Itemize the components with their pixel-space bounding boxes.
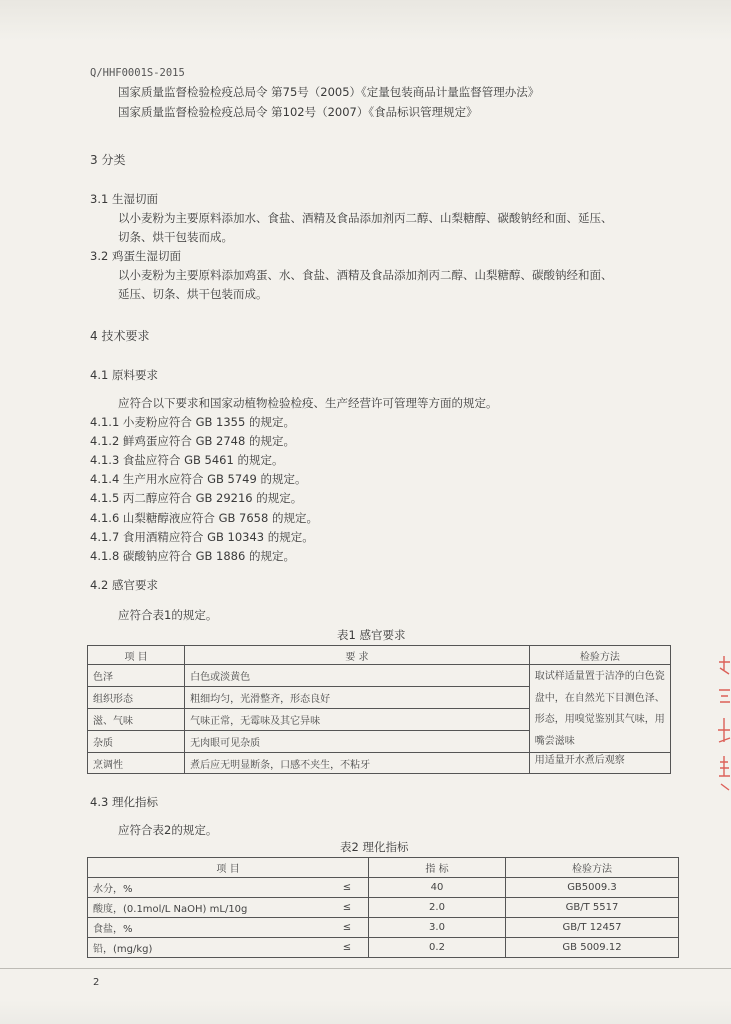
red-seal-stamp-fragment	[716, 650, 731, 800]
table-cell-requirement: 无肉眼可见杂质	[185, 731, 530, 753]
paragraph-line: 应符合表2的规定。	[118, 823, 218, 837]
table2-caption: 表2 理化指标	[340, 840, 409, 854]
table-row	[88, 898, 679, 918]
physicochemical-table	[87, 857, 679, 958]
table-header-cell: 检验方法	[506, 858, 679, 878]
table-cell-method: 取试样适量置于洁净的白色瓷盘中，在自然光下目测色泽、形态，用嗅觉鉴别其气味，用嘴尝滋味	[529, 665, 670, 753]
table-cell-item: 铅，(mg/kg)	[88, 938, 327, 958]
table-cell-item: 杂质	[88, 731, 185, 753]
table-cell-requirement: 气味正常，无霉味及其它异味	[185, 709, 530, 731]
table-cell-value: 3.0	[369, 918, 506, 938]
table-cell-requirement: 煮后应无明显断条，口感不夹生，不粘牙	[185, 753, 530, 774]
subsection-heading: 4.1 原料要求	[90, 368, 158, 382]
paragraph-line: 以小麦粉为主要原料添加鸡蛋、水、食盐、酒精及食品添加剂丙二醇、山梨糖醇、碳酸钠经和面、	[118, 268, 613, 282]
table-cell-operator: ≤	[326, 918, 369, 938]
table-cell-method: GB/T 5517	[506, 898, 679, 918]
table-header-row	[88, 858, 679, 878]
clause-item: 4.1.2 鲜鸡蛋应符合 GB 2748 的规定。	[90, 434, 295, 448]
table-cell-item: 酸度，(0.1mol/L NaOH) mL/10g	[88, 898, 327, 918]
table-header-row	[88, 646, 671, 665]
table-cell-requirement: 白色或淡黄色	[185, 665, 530, 687]
paragraph-line: 应符合以下要求和国家动植物检验检疫、生产经营许可管理等方面的规定。	[118, 396, 498, 410]
table-cell-operator: ≤	[326, 898, 369, 918]
clause-item: 4.1.8 碳酸钠应符合 GB 1886 的规定。	[90, 549, 295, 563]
subsection-heading: 3.1 生湿切面	[90, 192, 158, 206]
table-row	[88, 665, 671, 687]
footer-divider	[0, 968, 731, 969]
subsection-heading: 4.3 理化指标	[90, 795, 158, 809]
reference-line: 国家质量监督检验检疫总局令 第75号（2005）《定量包装商品计量监督管理办法》	[118, 85, 540, 99]
table-cell-value: 0.2	[369, 938, 506, 958]
table-cell-item: 食盐，%	[88, 918, 327, 938]
table-cell-value: 2.0	[369, 898, 506, 918]
table-header-cell: 项 目	[88, 858, 369, 878]
table-cell-operator: ≤	[326, 938, 369, 958]
clause-item: 4.1.1 小麦粉应符合 GB 1355 的规定。	[90, 415, 295, 429]
table-cell-item: 色泽	[88, 665, 185, 687]
paragraph-line: 延压、切条、烘干包装而成。	[118, 287, 268, 301]
clause-item: 4.1.7 食用酒精应符合 GB 10343 的规定。	[90, 530, 314, 544]
section-heading: 3 分类	[90, 153, 126, 167]
subsection-heading: 3.2 鸡蛋生湿切面	[90, 249, 181, 263]
table-cell-method: GB5009.3	[506, 878, 679, 898]
table-cell-method: GB/T 12457	[506, 918, 679, 938]
table-cell-method: GB 5009.12	[506, 938, 679, 958]
table-row	[88, 938, 679, 958]
paragraph-line: 切条、烘干包装而成。	[118, 230, 233, 244]
table-cell-item: 组织形态	[88, 687, 185, 709]
table-cell-item: 水分，%	[88, 878, 327, 898]
clause-item: 4.1.5 丙二醇应符合 GB 29216 的规定。	[90, 491, 303, 505]
table-cell-method: 用适量开水煮后观察	[529, 753, 670, 774]
subsection-heading: 4.2 感官要求	[90, 578, 158, 592]
table-cell-requirement: 粗细均匀，光滑整齐，形态良好	[185, 687, 530, 709]
table-header-cell: 检验方法	[529, 646, 670, 665]
paragraph-line: 以小麦粉为主要原料添加水、食盐、酒精及食品添加剂丙二醇、山梨糖醇、碳酸钠经和面、延压、	[118, 211, 613, 225]
sensory-requirements-table	[87, 645, 671, 774]
table-cell-operator: ≤	[326, 878, 369, 898]
table-row	[88, 878, 679, 898]
table-row	[88, 753, 671, 774]
table1-caption: 表1 感官要求	[337, 628, 406, 642]
clause-item: 4.1.4 生产用水应符合 GB 5749 的规定。	[90, 472, 307, 486]
clause-item: 4.1.3 食盐应符合 GB 5461 的规定。	[90, 453, 284, 467]
table-cell-item: 烹调性	[88, 753, 185, 774]
paragraph-line: 应符合表1的规定。	[118, 608, 218, 622]
table-header-cell: 指 标	[369, 858, 506, 878]
table-header-cell: 项 目	[88, 646, 185, 665]
table-header-cell: 要 求	[185, 646, 530, 665]
table-cell-item: 滋、气味	[88, 709, 185, 731]
table-row	[88, 918, 679, 938]
reference-line: 国家质量监督检验检疫总局令 第102号（2007）《食品标识管理规定》	[118, 105, 478, 119]
document-id: Q/HHF0001S-2015	[90, 67, 185, 79]
table-cell-value: 40	[369, 878, 506, 898]
section-heading: 4 技术要求	[90, 329, 150, 343]
page-number: 2	[93, 977, 100, 988]
clause-item: 4.1.6 山梨糖醇液应符合 GB 7658 的规定。	[90, 511, 318, 525]
